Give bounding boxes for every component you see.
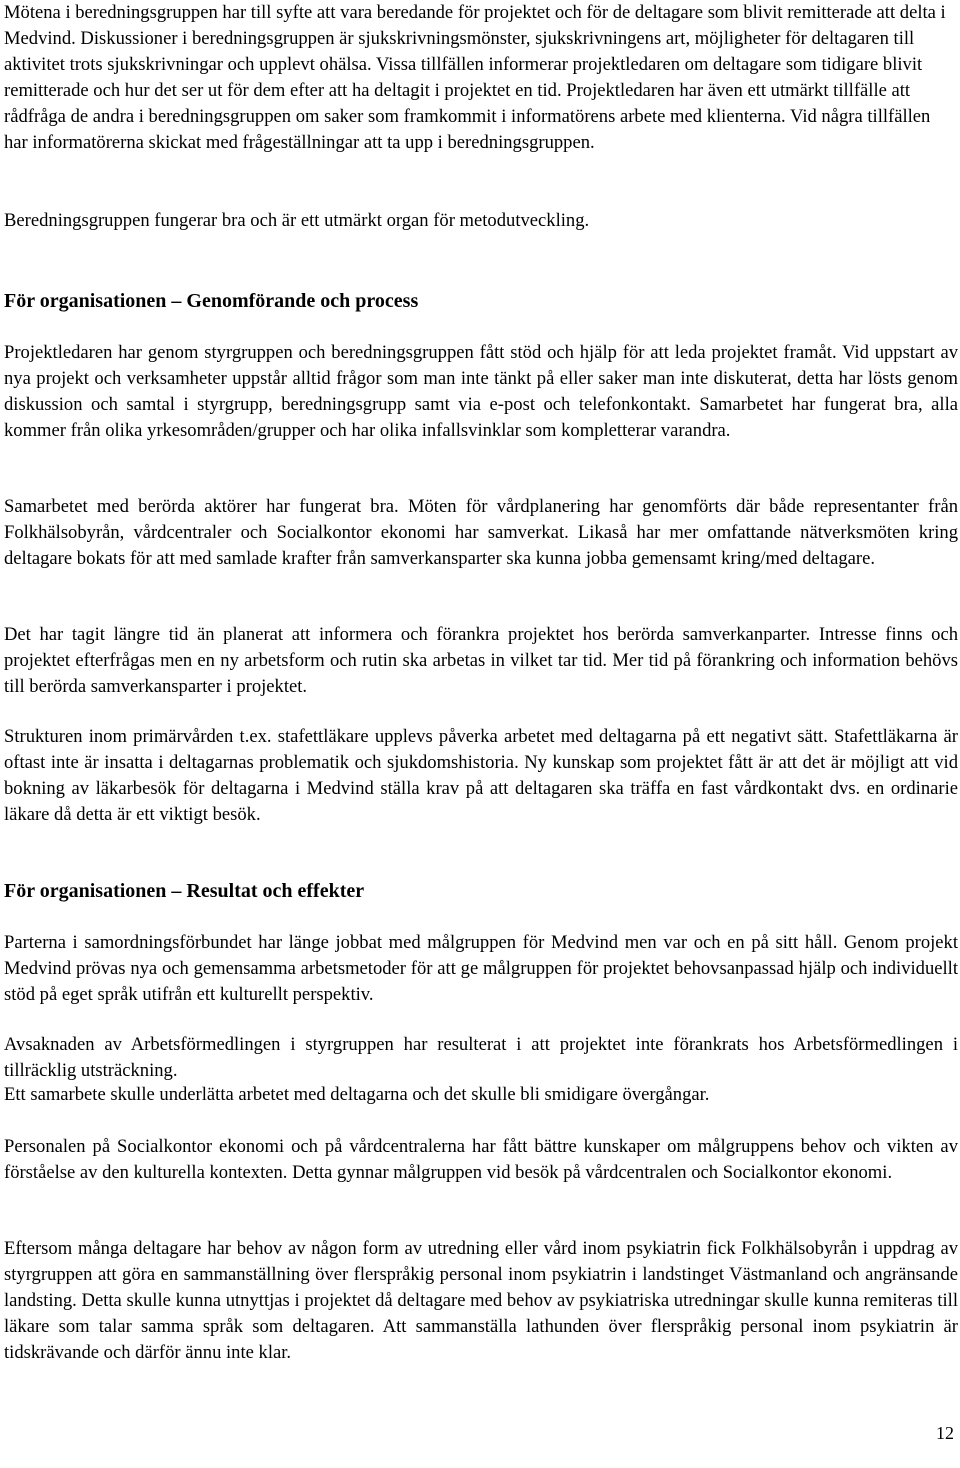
- paragraph-results-parties: Parterna i samordningsförbundet har länge jobbat med målgruppen för Medvind men var och en på sitt håll. Genom projekt Medvind prövas nya och gemensamma arbetsmetoder för att ge målgruppen för projektet behovsanpassad hjälp och individuellt stöd på eget språk utifrån ett kulturellt perspektiv.: [4, 932, 958, 1005]
- paragraph-results-cooperation: Ett samarbete skulle underlätta arbetet med deltagarna och det skulle bli smidigare övergångar.: [4, 1084, 710, 1105]
- paragraph-results-staff-knowledge: Personalen på Socialkontor ekonomi och på vårdcentralerna har fått bättre kunskaper om målgruppens behov och vikten av förståelse av den kulturella kontexten. Detta gynnar målgruppen vid besök på vårdcentralen och Socialkontor ekonomi.: [4, 1136, 958, 1183]
- paragraph-results-psychiatry: Eftersom många deltagare har behov av någon form av utredning eller vård inom psykiatrin fick Folkhälsobyrån i uppdrag av styrgruppen att göra en sammanställning över flerspråkig personal inom psykiatrin i landstinget Västmanland och angränsande landsting. Detta skulle kunna utnyttjas i projektet då deltagare med behov av psykiatriska utredningar skulle kunna remiteras till läkare som talar samma språk som deltagaren. Att sammanställa lathunden över flerspråkig personal inom psykiatrin är tidskrävande och därför ännu inte klar.: [4, 1238, 958, 1363]
- heading-genomforande-och-process: För organisationen – Genomförande och process: [4, 290, 419, 312]
- page-number: 12: [936, 1423, 954, 1443]
- paragraph-process-primary-care: Strukturen inom primärvården t.ex. stafettläkare upplevs påverka arbetet med deltagarna på ett negativt sätt. Stafettläkarna är oftast inte är insatta i deltagarnas problematik och sjukdomshistoria. Ny kunskap som projektet fått är att det är möjligt att vid bokning av läkarbesök för deltagarna i Medvind ställa krav på att deltagaren ska träffa en fast vårdkontakt dvs. en ordinarie läkare då detta är ett viktigt besök.: [4, 726, 958, 825]
- paragraph-beredningsgrupp-meetings: Mötena i beredningsgruppen har till syfte att vara beredande för projektet och för de deltagare som blivit remitterade att delta i Medvind. Diskussioner i beredningsgruppen är sjukskrivningsmönster, sjukskrivningens art, möjligheter för deltagaren till aktivitet trots sjukskrivningar och upplevt ohälsa. Vissa tillfällen informerar projektledaren om deltagare som tidigare blivit remitterade och hur det ser ut för dem efter att ha deltagit i projektet en tid. Projektledaren har även ett utmärkt tillfälle att rådfråga de andra i beredningsgruppen om saker som framkommit i informatörens arbete med klienterna. Vid några tillfällen har informatörerna skickat med frågeställningar att ta upp i beredningsgruppen.: [4, 2, 946, 153]
- paragraph-process-support: Projektledaren har genom styrgruppen och beredningsgruppen fått stöd och hjälp för att leda projektet framåt. Vid uppstart av nya projekt och verksamheter uppstår alltid frågor som man inte tänkt på eller saker man inte diskuterat, detta har lösts genom diskussion och samtal i styrgrupp, beredningsgrupp samt via e-post och telefonkontakt. Samarbetet har fungerat bra, alla kommer från olika yrkesområden/grupper och har olika infallsvinklar som kompletterar varandra.: [4, 342, 958, 441]
- paragraph-beredningsgrupp-summary: Beredningsgruppen fungerar bra och är ett utmärkt organ för metodutveckling.: [4, 210, 590, 231]
- paragraph-process-anchoring: Det har tagit längre tid än planerat att informera och förankra projektet hos berörda samverkanparter. Intresse finns och projektet efterfrågas men en ny arbetsform och rutin ska arbetas in vilket tar tid. Mer tid på förankring och information behövs till berörda samverkansparter i projektet.: [4, 624, 958, 697]
- heading-resultat-och-effekter: För organisationen – Resultat och effekter: [4, 880, 365, 902]
- paragraph-process-collaboration: Samarbetet med berörda aktörer har fungerat bra. Möten för vårdplanering har genomförts där både representanter från Folkhälsobyrån, vårdcentraler och Socialkontor ekonomi har samverkat. Likaså har mer omfattande nätverksmöten kring deltagare bokats för att med samlade krafter från samverkansparter ska kunna jobba gemensamt kring/med deltagare.: [4, 496, 958, 569]
- paragraph-results-arbetsformedlingen: Avsaknaden av Arbetsförmedlingen i styrgruppen har resulterat i att projektet inte förankrats hos Arbetsförmedlingen i tillräcklig utsträckning.: [4, 1034, 958, 1081]
